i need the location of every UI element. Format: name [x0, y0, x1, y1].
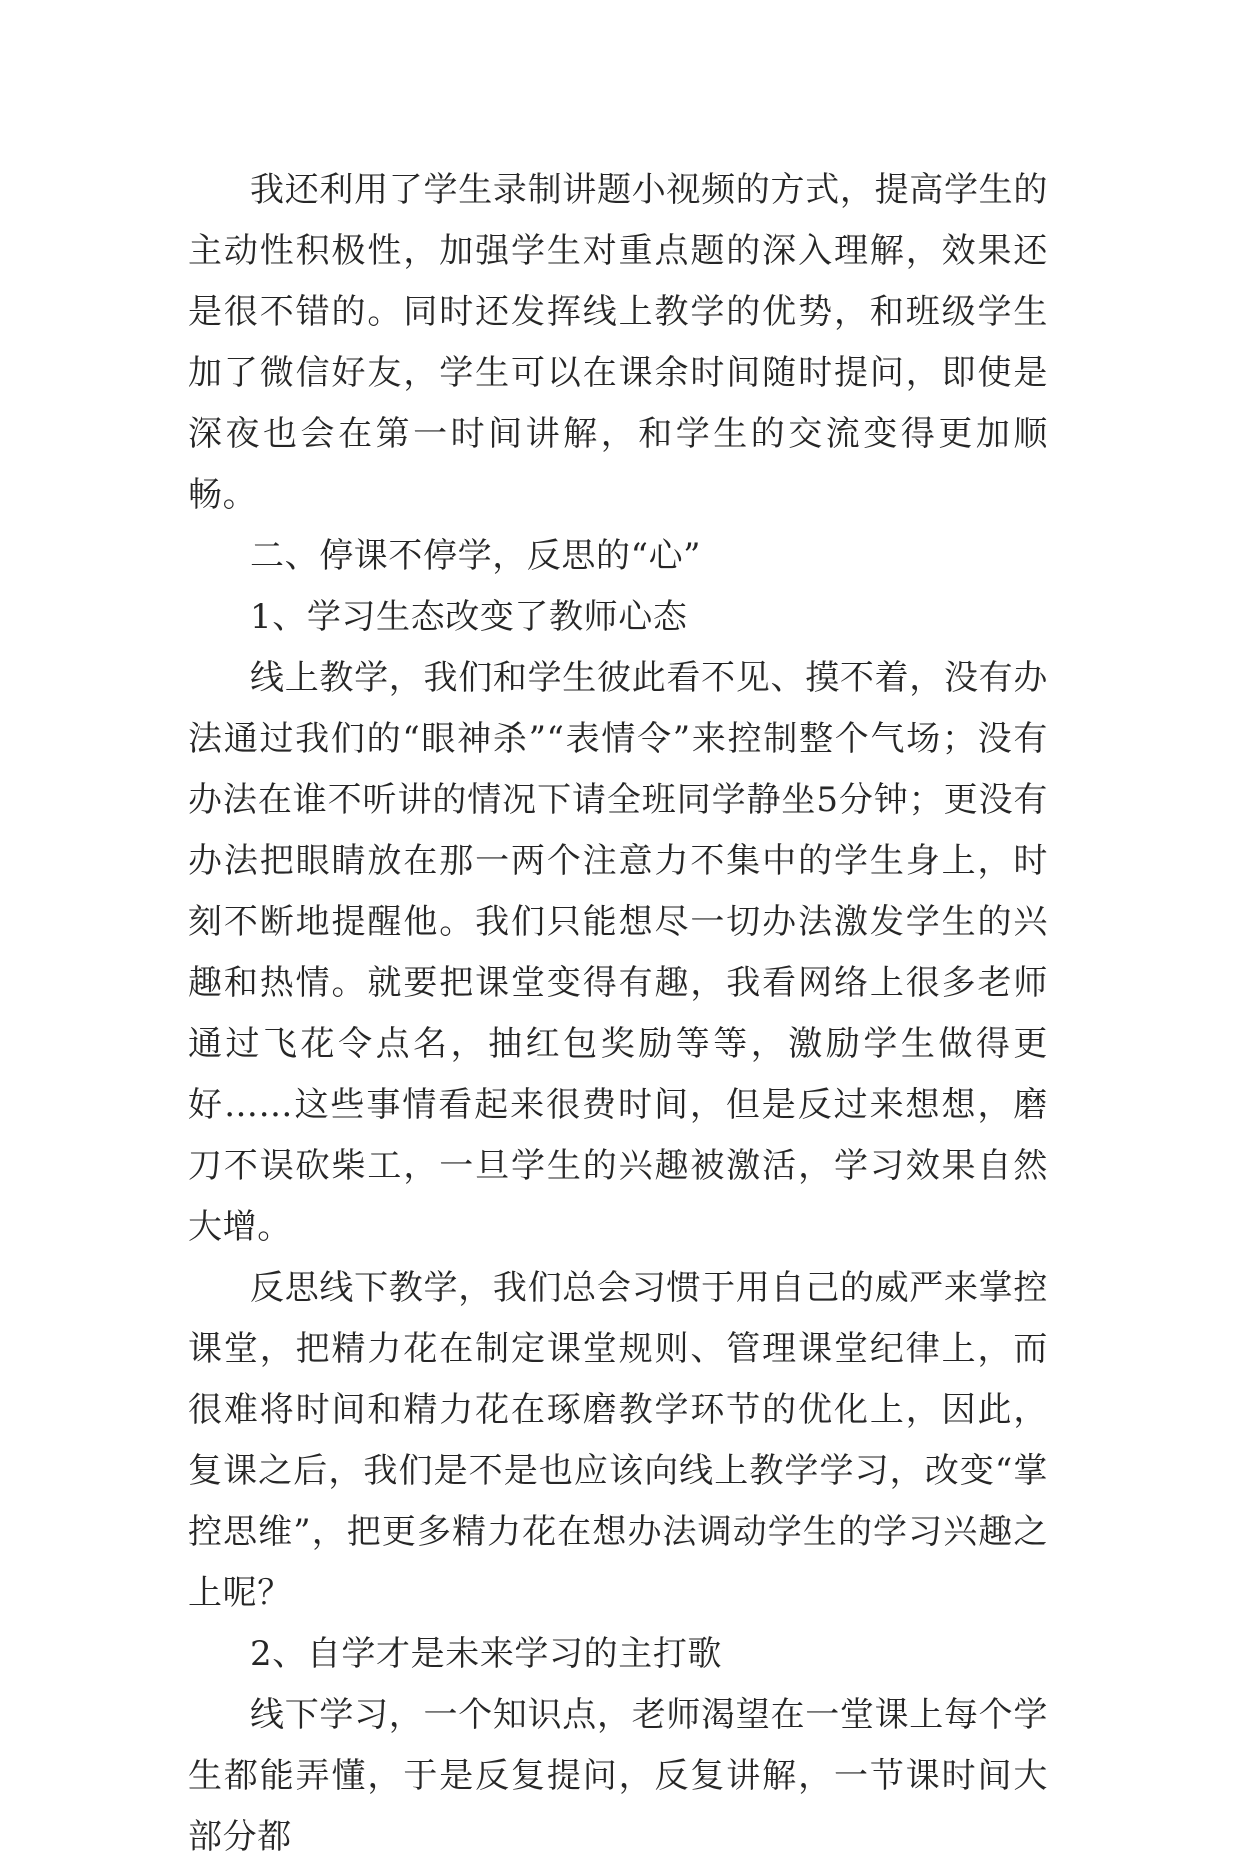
paragraph-offline-learning: 线下学习，一个知识点，老师渴望在一堂课上每个学生都能弄懂，于是反复提问，反复讲解，一节课时间大部分都: [188, 1695, 1048, 1857]
section-heading-reflection: 二、停课不停学，反思的“心”: [250, 536, 702, 576]
subheading-self-study: 2、自学才是未来学习的主打歌: [250, 1634, 723, 1674]
document-body: [188, 160, 1048, 1868]
paragraph-offline-reflection: 反思线下教学，我们总会习惯于用自己的威严来掌控课堂，把精力花在制定课堂规则、管理课堂纪律上，而很难将时间和精力花在琢磨教学环节的优化上，因此，复课之后，我们是不是也应该向线上教学学习，改变“掌控思维”，把更多精力花在想办法调动学生的学习兴趣之上呢？: [188, 1268, 1048, 1613]
paragraph-online-teaching: 线上教学，我们和学生彼此看不见、摸不着，没有办法通过我们的“眼神杀”“表情令”来控制整个气场；没有办法在谁不听讲的情况下请全班同学静坐5分钟；更没有办法把眼睛放在那一两个注意力不集中的学生身上，时刻不断地提醒他。我们只能想尽一切办法激发学生的兴趣和热情。就要把课堂变得有趣，我看网络上很多老师通过飞花令点名，抽红包奖励等等，激励学生做得更好……这些事情看起来很费时间，但是反过来想想，磨刀不误砍柴工，一旦学生的兴趣被激活，学习效果自然大增。: [188, 658, 1048, 1247]
paragraph-video-explanations: 我还利用了学生录制讲题小视频的方式，提高学生的主动性积极性，加强学生对重点题的深入理解，效果还是很不错的。同时还发挥线上教学的优势，和班级学生加了微信好友，学生可以在课余时间随时提问，即使是深夜也会在第一时间讲解，和学生的交流变得更加顺畅。: [188, 170, 1048, 515]
subheading-ecology-mindset: 1、学习生态改变了教师心态: [250, 597, 688, 637]
